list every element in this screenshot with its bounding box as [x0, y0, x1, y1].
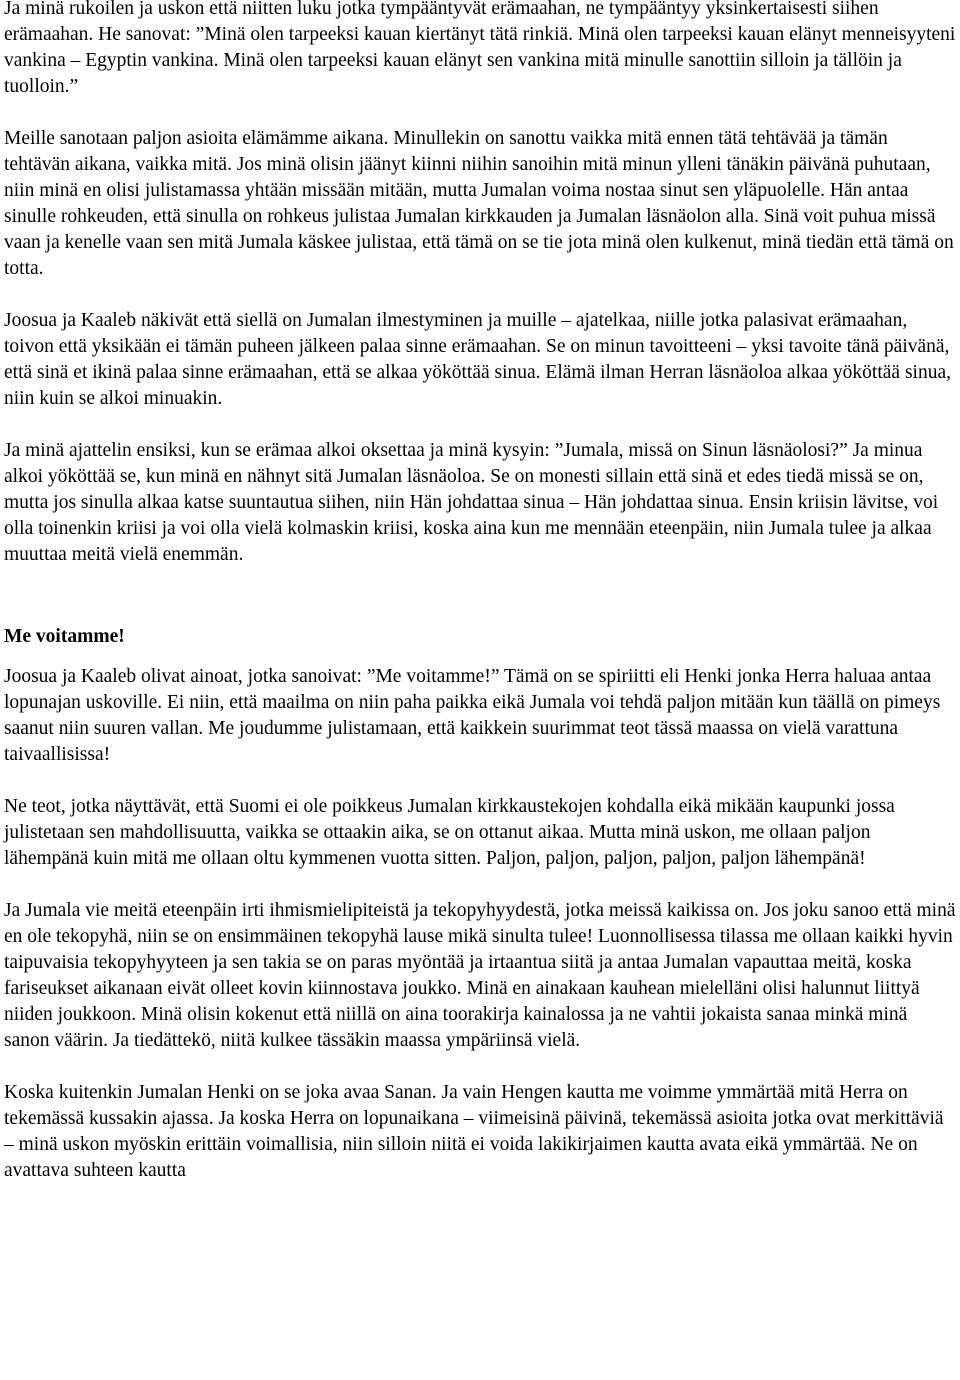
paragraph: Koska kuitenkin Jumalan Henki on se joka avaa Sanan. Ja vain Hengen kautta me voimme ymmärtää mitä Herra on tekemässä kussakin ajassa. Ja koska Herra on lopunaikana – viimeisinä päivinä, tekemässä asioita jotka ovat merkittäviä – minä uskon myöskin erittäin voimallisia, niin silloin niitä ei voida lakikirjaimen kautta avata eikä ymmärtää. Ne on avattava suhteen kautta	[4, 1082, 944, 1181]
paragraph: Ja minä ajattelin ensiksi, kun se erämaa alkoi oksettaa ja minä kysyin: ”Jumala, missä on Sinun läsnäolosi?” Ja minua alkoi yököttää se, kun minä en nähnyt sitä Jumalan läsnäoloa. Se on monesti sillain että sinä et edes tiedä missä se on, mutta jos sinulla alkaa katse suuntautua siihen, niin Hän johdattaa sinua – Hän johdattaa sinua. Ensin kriisin lävitse, voi olla toinenkin kriisi ja voi olla vielä kolmaskin kriisi, koska aina kun me mennään eteenpäin, niin Jumala tulee ja alkaa muuttaa meitä vielä enemmän.	[4, 440, 939, 565]
paragraph: Ja Jumala vie meitä eteenpäin irti ihmismielipiteistä ja tekopyhyydestä, jotka meissä kaikissa on. Jos joku sanoo että minä en ole tekopyhä, niin se on ensimmäinen tekopyhä lause mikä sinulta tulee! Luonnollisessa tilassa me ollaan kaikki hyvin taipuvaisia tekopyhyyteen ja sen takia se on paras myöntää ja irtaantua siitä ja antaa Jumalan vapauttaa meitä, koska fariseukset aikanaan eivät olleet kovin kiinnostava joukko. Minä en ainakaan kauhean mielelläni olisi halunnut liittyä niiden joukkoon. Minä olisin kokenut että niillä on aina toorakirja kainalossa ja ne vahtii jokaista sanaa minkä minä sanon väärin. Ja tiedättekö, niitä kulkee tässäkin maassa ympäriinsä vielä.	[4, 900, 956, 1051]
paragraph: Joosua ja Kaaleb olivat ainoat, jotka sanoivat: ”Me voitamme!” Tämä on se spiriitti eli Henki jonka Herra haluaa antaa lopunajan uskoville. Ei niin, että maailma on niin paha paikka eikä Jumala voi tehdä paljon mitään kun täällä on pimeys saanut niin suuren vallan. Me joudumme julistamaan, että kaikkein suurimmat teot tässä maassa on vielä varattuna taivaallisissa!	[4, 666, 941, 765]
paragraph: Ja minä rukoilen ja uskon että niitten luku jotka tympääntyvät erämaahan, ne tympääntyy yksinkertaisesti siihen erämaahan. He sanovat: ”Minä olen tarpeeksi kauan kiertänyt tätä rinkiä. Minä olen tarpeeksi kauan elänyt menneisyyteni vankina – Egyptin vankina. Minä olen tarpeeksi kauan elänyt sen vankina mitä minulle sanottiin silloin ja tällöin ja tuolloin.”	[4, 0, 956, 97]
section-heading: Me voitamme!	[4, 626, 125, 647]
document-page	[4, 0, 956, 1210]
paragraph: Meille sanotaan paljon asioita elämämme aikana. Minullekin on sanottu vaikka mitä ennen tätä tehtävää ja tämän tehtävän aikana, vaikka mitä. Jos minä olisin jäänyt kiinni niihin sanoihin mitä minun ylleni tänäkin päivänä puhutaan, niin minä en olisi julistamassa yhtään missään mitään, mutta Jumalan voima nostaa sinut sen yläpuolelle. Hän antaa sinulle rohkeuden, että sinulla on rohkeus julistaa Jumalan kirkkauden ja Jumalan läsnäolon alla. Sinä voit puhua missä vaan ja kenelle vaan sen mitä Jumala käskee julistaa, että tämä on se tie jota minä olen kulkenut, minä tiedän että tämä on totta.	[4, 128, 954, 279]
paragraph: Joosua ja Kaaleb näkivät että siellä on Jumalan ilmestyminen ja muille – ajatelkaa, niille jotka palasivat erämaahan, toivon että yksikään ei tämän puheen jälkeen palaa sinne erämaahan. Se on minun tavoitteeni – yksi tavoite tänä päivänä, että sinä et ikinä palaa sinne erämaahan, että se alkaa yököttää sinua. Elämä ilman Herran läsnäoloa alkaa yököttää sinua, niin kuin se alkoi minuakin.	[4, 310, 951, 409]
paragraph: Ne teot, jotka näyttävät, että Suomi ei ole poikkeus Jumalan kirkkaustekojen kohdalla eikä mikään kaupunki jossa julistetaan sen mahdollisuutta, vaikka se ottaakin aika, se on ottanut aikaa. Mutta minä uskon, me ollaan paljon lähempänä kuin mitä me ollaan oltu kymmenen vuotta sitten. Paljon, paljon, paljon, paljon, paljon lähempänä!	[4, 796, 895, 869]
